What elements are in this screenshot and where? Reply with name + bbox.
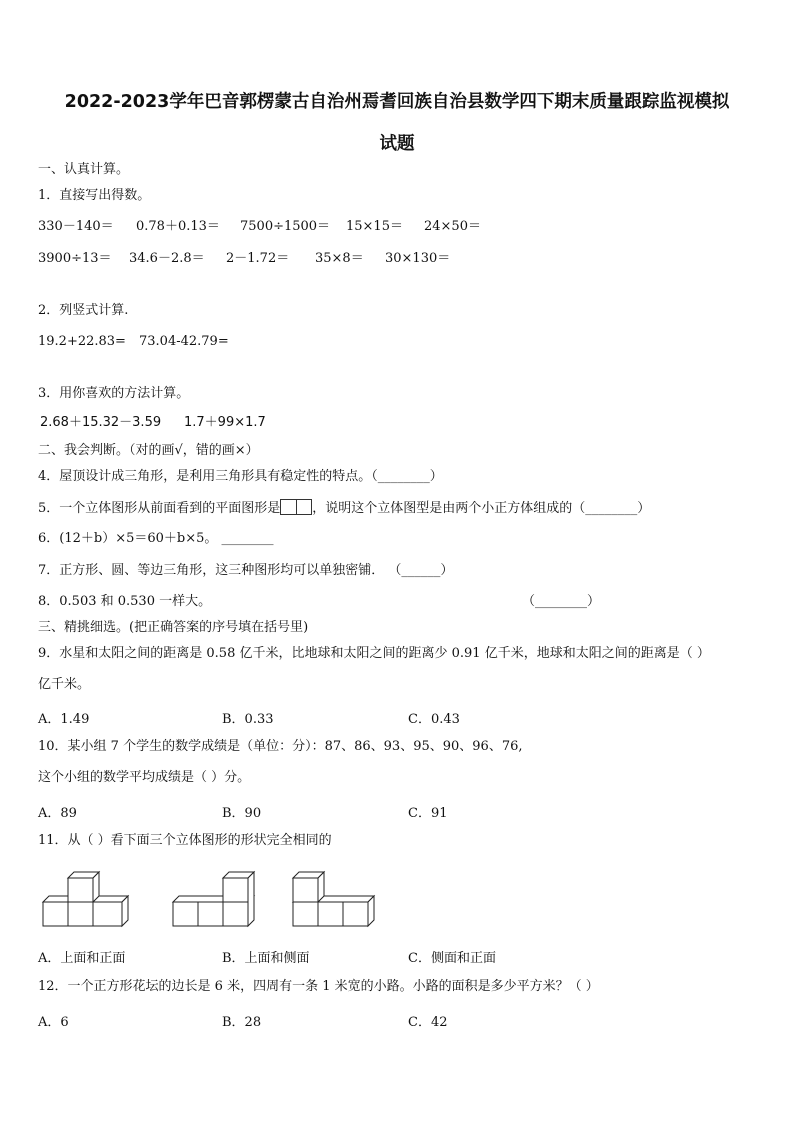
calc-item: 34.6－2.8＝ <box>129 251 205 266</box>
question-10-option-b: B．90 <box>222 806 262 821</box>
question-11-stem: 11．从（ ）看下面三个立体图形的形状完全相同的 <box>38 833 332 848</box>
question-11-option-a: A．上面和正面 <box>38 951 126 966</box>
question-4: 4．屋顶设计成三角形，是利用三角形具有稳定性的特点。（________） <box>38 469 443 484</box>
question-5-text-b: ，说明这个立体图型是由两个小正方体组成的（________） <box>312 501 651 516</box>
calc-item: 7500÷1500＝ <box>240 219 331 234</box>
calc-item: 0.78＋0.13＝ <box>136 219 220 234</box>
question-3-stem: 3．用你喜欢的方法计算。 <box>38 386 190 401</box>
section-3-heading: 三、精挑细选。(把正确答案的序号填在括号里) <box>38 620 309 635</box>
question-12-option-c: C．42 <box>408 1015 448 1030</box>
question-9-option-c: C．0.43 <box>408 712 460 727</box>
expression-item: 1.7＋99×1.7 <box>184 415 266 430</box>
cube-figure-2 <box>173 872 254 926</box>
question-9-line-1: 9．水星和太阳之间的距离是 0.58 亿千米，比地球和太阳之间的距离少 0.91 亿千米，地球和太阳之间的距离是（ ） <box>38 646 710 661</box>
calc-item: 30×130＝ <box>385 251 451 266</box>
question-6-blank: ________ <box>221 531 274 546</box>
section-2-heading: 二、我会判断。（对的画√，错的画×） <box>38 443 259 458</box>
question-10-option-c: C．91 <box>408 806 448 821</box>
question-11-cube-figures <box>38 862 388 932</box>
question-10-line-1: 10．某小组 7 个学生的数学成绩是（单位：分）：87、86、93、95、90、96、76, <box>38 739 523 754</box>
question-12-option-a: A．6 <box>38 1015 69 1030</box>
question-8-blank: （________） <box>522 594 601 609</box>
calc-item: 15×15＝ <box>346 219 403 234</box>
question-8-text: 8．0.503 和 0.530 一样大。 <box>38 594 212 609</box>
calc-item: 3900÷13＝ <box>38 251 112 266</box>
question-9-line-2: 亿千米。 <box>38 677 91 692</box>
calc-item: 2－1.72＝ <box>226 251 290 266</box>
document-title-line-2: 试题 <box>379 134 415 154</box>
question-2-stem: 2．列竖式计算. <box>38 303 129 318</box>
question-11-option-c: C．侧面和正面 <box>408 951 496 966</box>
question-7: 7．正方形、圆、等边三角形，这三种图形均可以单独密铺． （______） <box>38 563 454 578</box>
question-6-text: 6．(12＋b）×5＝60＋b×5。 <box>38 531 218 546</box>
question-6 <box>38 531 274 547</box>
question-12-stem: 12．一个正方形花坛的边长是 6 米，四周有一条 1 米宽的小路。小路的面积是多少平方米？（ ） <box>38 979 599 994</box>
question-5-text-a: 5．一个立体图形从前面看到的平面图形是 <box>38 501 281 516</box>
question-10-line-2: 这个小组的数学平均成绩是（ ）分。 <box>38 770 251 785</box>
question-9-option-a: A．1.49 <box>38 712 90 727</box>
vertical-calc-item: 19.2+22.83= <box>38 334 126 349</box>
expression-item: 2.68＋15.32－3.59 <box>40 415 162 430</box>
question-1-stem: 1．直接写出得数。 <box>38 188 151 203</box>
question-11-option-b: B．上面和侧面 <box>222 951 310 966</box>
document-title-line-1: 2022-2023学年巴音郭楞蒙古自治州焉耆回族自治县数学四下期末质量跟踪监视模拟 <box>64 92 730 112</box>
cube-figure-3 <box>293 872 374 926</box>
section-1-heading: 一、认真计算。 <box>38 162 130 177</box>
question-5 <box>38 499 650 517</box>
calc-item: 24×50＝ <box>424 219 481 234</box>
question-8 <box>38 594 211 610</box>
question-10-option-a: A．89 <box>38 806 77 821</box>
cube-figure-1 <box>43 872 128 926</box>
calc-item: 330－140＝ <box>38 219 114 234</box>
calc-item: 35×8＝ <box>315 251 364 266</box>
two-square-front-view-icon <box>280 499 312 515</box>
question-9-option-b: B．0.33 <box>222 712 274 727</box>
vertical-calc-item: 73.04-42.79= <box>139 334 229 349</box>
question-12-option-b: B．28 <box>222 1015 262 1030</box>
